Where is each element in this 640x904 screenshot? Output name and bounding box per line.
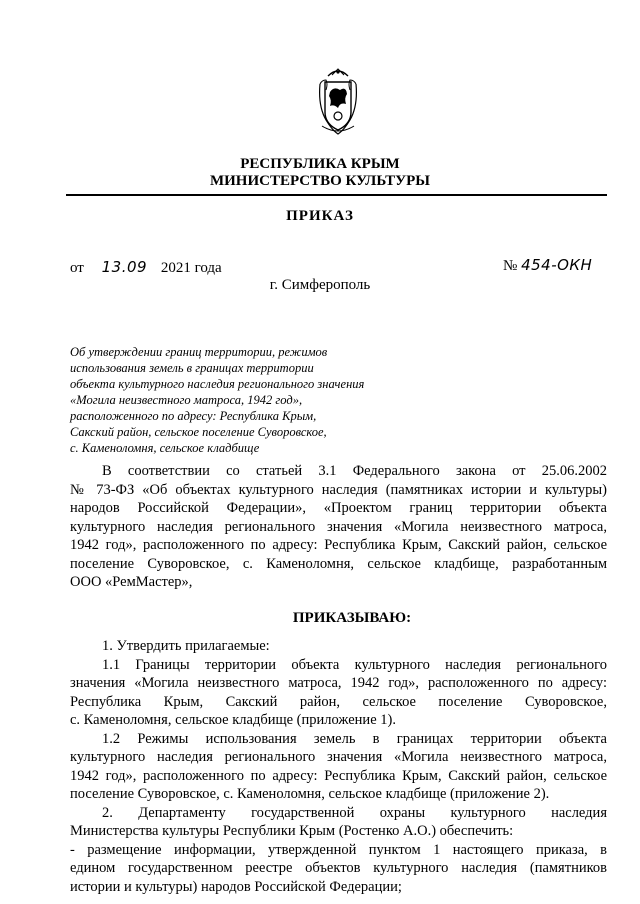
body-line: 1942 год», расположенного по адресу: Республика Крым, Сакский район, сельское [70, 767, 607, 784]
body-line: поселение Суворовское, с. Каменоломня, сельское кладбище (приложение 2). [70, 786, 550, 802]
ministry-line-republic: РЕСПУБЛИКА КРЫМ [240, 156, 400, 172]
number-handwritten: 454-ОКН [521, 256, 593, 274]
body-line: 1.2 Режимы использования земель в границах территории объекта [102, 730, 607, 747]
body-line: культурного наследия регионального значения «Могила неизвестного матроса, [70, 749, 607, 765]
date-prefix: от [70, 260, 84, 276]
subject-line: с. Каменоломня, сельское кладбище [70, 441, 260, 455]
subject-line: «Могила неизвестного матроса, 1942 год», [70, 393, 303, 407]
body-line: с. Каменоломня, сельское кладбище (приложение 1). [70, 712, 396, 728]
body-line: истории и культуры) народов Российской Федерации; [70, 878, 402, 895]
preamble-line: ООО «РемМастер», [70, 574, 193, 590]
coat-of-arms-emblem [316, 66, 360, 138]
body-line: Министерства культуры Республики Крым (Ростенко А.О.) обеспечить: [70, 823, 514, 839]
body-line: 2. Департаменту государственной охраны культурного наследия [102, 804, 607, 821]
body-line: - размещение информации, утвержденной пунктом 1 настоящего приказа, в [70, 841, 607, 858]
number-prefix: № [503, 258, 518, 274]
header-divider [66, 194, 607, 196]
subject-line: объекта культурного наследия регионального значения [70, 377, 365, 391]
order-number [503, 256, 592, 275]
preamble-line: поселение Суворовское, с. Каменоломня, сельское кладбище, разработанным [70, 555, 607, 572]
city: г. Симферополь [269, 277, 371, 293]
order-body [70, 637, 607, 896]
subject-line: расположенного по адресу: Республика Крым, [70, 409, 317, 423]
preamble-line: народов Российской Федерации», «Проектом границ территории объекта [70, 500, 607, 516]
subject-line: Об утверждении границ территории, режимов [70, 345, 328, 359]
order-date [70, 258, 222, 277]
body-line: 1.1 Границы территории объекта культурного наследия регионального [102, 656, 607, 673]
preamble-line: культурного наследия регионального значения «Могила неизвестного матроса, [70, 518, 607, 535]
body-line: значения «Могила неизвестного матроса, 1942 год», расположенного по адресу: [70, 675, 607, 691]
subject-line: Сакский район, сельское поселение Суворовское, [70, 425, 327, 439]
ministry-line-ministry: МИНИСТЕРСТВО КУЛЬТУРЫ [209, 173, 431, 189]
date-year: 2021 года [160, 260, 222, 276]
date-handwritten: 13.09 [101, 258, 148, 276]
body-line: едином государственном реестре объектов культурного наследия (памятников [70, 860, 607, 876]
body-line: Республика Крым, Сакский район, сельское поселение Суворовское, [70, 693, 607, 710]
subject-line: использования земель в границах территории [70, 361, 314, 375]
preamble-paragraph [70, 462, 607, 592]
preamble-line: 1942 год», расположенного по адресу: Республика Крым, Сакский район, сельское [70, 537, 607, 553]
order-title: ПРИКАЗ [286, 208, 354, 224]
preamble-line: № 73-ФЗ «Об объектах культурного наследия (памятниках истории и культуры) [70, 481, 607, 498]
decree-word: ПРИКАЗЫВАЮ: [292, 610, 412, 626]
body-line: 1. Утвердить прилагаемые: [102, 638, 270, 654]
order-subject [70, 344, 400, 456]
preamble-line: В соответствии со статьей 3.1 Федерального закона от 25.06.2002 [102, 463, 607, 479]
